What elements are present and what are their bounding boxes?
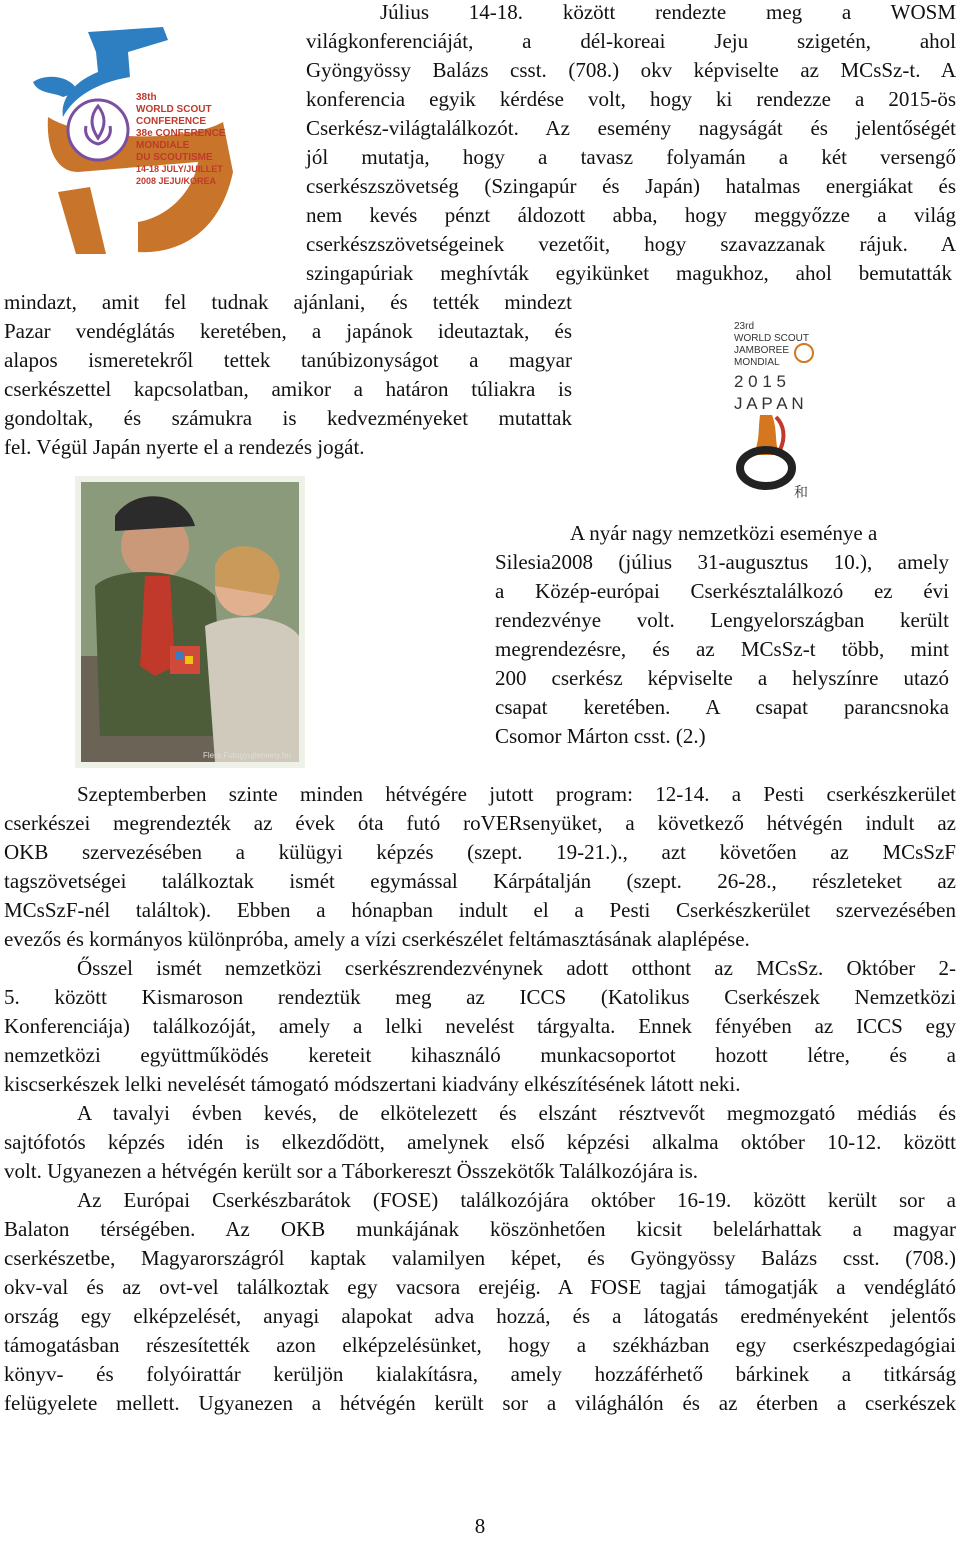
body-line: A tavalyi évben kevés, de elkötelezett és elszánt résztvevőt megmozgató médiás és [77, 1101, 956, 1125]
body-line: tagszövetségei találkoztak ismét egymással Kárpátalján (szept. 26-28., részleteket az [4, 869, 956, 893]
intro-line: Cserkész-világtalálkozót. Az esemény nagyságát és jelentőségét [306, 116, 956, 140]
intro-line: szingapúriak meghívták egyikünket magukhoz, ahol bemutatták [306, 261, 952, 285]
intro-line: Július 14-18. között rendezte meg a WOSM [380, 0, 956, 24]
body-line: felügyelete mellett. Ugyanezen a hétvégén került sor a világhálón és az éterben a cserkészek [4, 1391, 956, 1415]
intro-left-line: alapos ismeretekről tettek tanúbizonyságot a magyar [4, 348, 572, 372]
body-line: Az Európai Cserkészbarátok (FOSE) találkozójára október 16-19. között került sor a [77, 1188, 956, 1212]
silesia-line: 200 cserkész képviselte a helyszínre utazó [495, 666, 949, 690]
body-line: ország egy elképzelését, anyagi alapokat adva hozzá, és a látogatás eredményeként jelentős [4, 1304, 956, 1328]
silesia-line: megrendezésre, és az MCsSz-t több, mint [495, 637, 949, 661]
body-line: könyv- és folyóirattár kerüljön kialakításra, amely hozzáférhető bárkinek a titkárság [4, 1362, 956, 1386]
body-line: okv-val és az ovt-vel találkoztak egy vacsora erejéig. A FOSE tagjai támogatják a vendéglátó [4, 1275, 956, 1299]
body-line: Ősszel ismét nemzetközi cserkészrendezvénynek adott otthont az MCsSz. Október 2- [77, 956, 956, 980]
intro-line: konferencia egyik kérdése volt, hogy ki rendezze a 2015-ös [306, 87, 956, 111]
silesia-line: a Közép-európai Cserkésztalálkozó ez évi [495, 579, 949, 603]
jamboree-logo-year: 2 0 1 5 [734, 372, 786, 391]
silesia-line: A nyár nagy nemzetközi eseménye a [570, 521, 878, 545]
body-line: sajtófotós képzés idén is elkezdődött, amelynek első képzési alkalma október 10-12. között [4, 1130, 956, 1154]
body-line: 5. között Kismaroson rendeztük meg az ICCS (Katolikus Cserkészek Nemzetközi [4, 985, 956, 1009]
wsc-logo-line: 2008 JEJU/KOREA [136, 176, 217, 186]
jamboree-logo-country: J A P A N [734, 394, 804, 413]
photo-caption: Flera.Fotogyujtemeny.hu [203, 751, 291, 760]
silesia-line: csapat keretében. A csapat parancsnoka [495, 695, 949, 719]
jamboree-logo-line: 23rd [734, 321, 755, 332]
intro-left-line: mindazt, amit fel tudnak ajánlani, és tették mindezt [4, 290, 572, 314]
body-line: OKB szervezésében a külügyi képzés (szept. 19-21.)., azt követően az MCsSzF [4, 840, 956, 864]
body-line: Szeptemberben szinte minden hétvégére jutott program: 12-14. a Pesti cserkészkerület [77, 782, 956, 806]
world-scout-conference-logo [18, 22, 258, 254]
wsc-logo-line: DU SCOUTISME [136, 152, 213, 163]
body-line: támogatásban részesítették azon elképzelésünket, hogy a székházban egy cserkészpedagógiai [4, 1333, 956, 1357]
wsc-logo-line: MONDIALE [136, 140, 190, 151]
jamboree-logo-kanji: 和 [794, 485, 808, 501]
body-line: nemzetközi együttműködés kereteit kihasználó munkacsoportot hozott létre, és a [4, 1043, 956, 1067]
silesia-line: Silesia2008 (július 31-augusztus 10.), amely [495, 550, 949, 574]
intro-line: nem kevés pénzt áldozott abba, hogy meggyőzze a világ [306, 203, 956, 227]
wsc-logo-line: WORLD SCOUT [136, 104, 212, 115]
wsc-logo-line: 38e CONFERENCE [136, 128, 226, 139]
intro-left-line: cserkészettel kapcsolatban, amikor a határon túliakra is [4, 377, 572, 401]
silesia-line: Csomor Márton csst. (2.) [495, 724, 706, 748]
body-line: MCsSzF-nél találtok). Ebben a hónapban indult el a Pesti Cserkészkerület szervezésében [4, 898, 956, 922]
intro-line: jól mutatja, hogy a tavasz folyamán a két versengő [306, 145, 956, 169]
wsc-logo-line: CONFERENCE [136, 116, 207, 127]
wsc-logo-line: 38th [136, 92, 157, 103]
jamboree-logo-line: WORLD SCOUT [734, 333, 809, 344]
body-line: volt. Ugyanezen a hétvégén került sor a Táborkereszt Összekötők Találkozójára is. [4, 1159, 699, 1183]
page-number: 8 [474, 1514, 486, 1538]
intro-line: cserkészszövetségeinek vezetőit, hogy szavazzanak rájuk. A [306, 232, 956, 256]
intro-line: cserkészszövetség (Szingapúr és Japán) hatalmas energiákat és [306, 174, 956, 198]
body-line: Balaton térségében. Az OKB munkájának köszönhetően kicsit belelárhattak a magyar [4, 1217, 956, 1241]
silesia-line: rendezvénye volt. Lengyelországban került [495, 608, 949, 632]
jamboree-logo-line: MONDIAL [734, 357, 780, 368]
body-line: kiscserkészek lelki nevelését támogató módszertani kiadvány elkészítésének látott neki. [4, 1072, 741, 1096]
intro-left-line: Pazar vendéglátás keretében, a japánok ideutaztak, és [4, 319, 572, 343]
body-line: evezős és kormányos különpróba, amely a vízi cserkészélet feltámasztásának alaplépése. [4, 927, 750, 951]
scouts-photo [75, 476, 305, 768]
wsc-logo-line: 14-18 JULY/JUILLET [136, 164, 223, 174]
intro-left-line: gondoltak, és számukra is kedvezményeket mutattak [4, 406, 572, 430]
intro-line: világkonferenciáját, a dél-koreai Jeju szigetén, ahol [306, 29, 956, 53]
jamboree-logo-line: JAMBOREE [734, 345, 790, 356]
intro-line: Gyöngyössy Balázs csst. (708.) okv képviselte az MCsSz-t. A [306, 58, 956, 82]
jamboree-2015-logo [722, 305, 830, 505]
body-line: Konferenciája) találkozóját, amely a lelki nevelést tárgyalta. Ennek fényében az ICCS egy [4, 1014, 956, 1038]
body-line: cserkészei megrendezték az évek óta futó roVERsenyüket, a következő hétvégén indult az [4, 811, 956, 835]
body-line: cserkészetbe, Magyarországról kaptak valamilyen képet, és Gyöngyössy Balázs csst. (708.) [4, 1246, 956, 1270]
intro-left-line: fel. Végül Japán nyerte el a rendezés jogát. [4, 435, 365, 459]
